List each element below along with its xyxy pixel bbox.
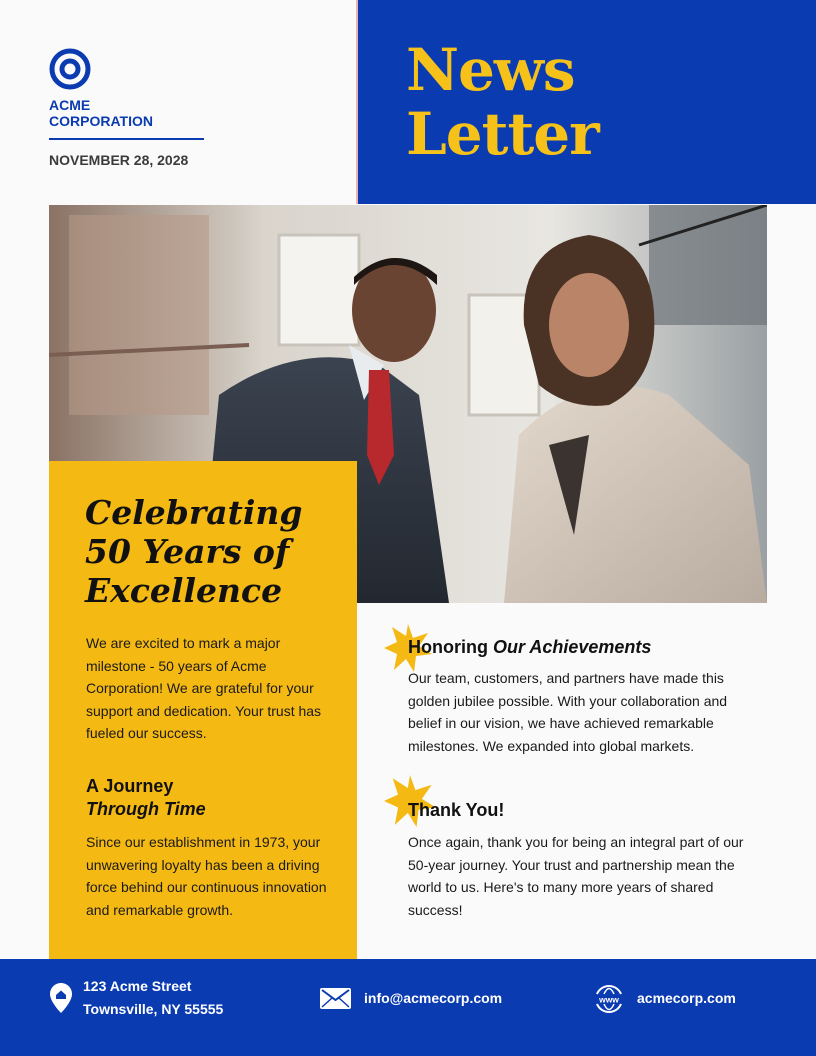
achievements-body: Our team, customers, and partners have made this golden jubilee possible. With your collaboration and belief in our vision, we have achieved remarkable milestones. We expanded into global markets.	[408, 670, 728, 754]
address[interactable]	[83, 975, 223, 1021]
email-link[interactable]: info@acmecorp.com	[364, 990, 503, 1006]
globe-icon-label: www	[599, 994, 619, 1005]
thanks-title: Thank You!	[408, 800, 505, 820]
company-name-line-2: CORPORATION	[49, 113, 153, 129]
footer	[0, 959, 816, 1056]
thanks-body: Once again, thank you for being an integral part of our 50-year journey. Your trust and partnership mean the world to us. Here's to many more years of shared success!	[408, 834, 744, 918]
journey-heading-line-1: A Journey	[86, 776, 174, 796]
feature-headline	[85, 493, 345, 610]
company-name-line-1: ACME	[49, 97, 91, 113]
company-name	[49, 97, 153, 129]
envelope-icon	[320, 988, 351, 1009]
company-divider	[49, 138, 204, 140]
address-line-2: Townsville, NY 55555	[83, 1001, 224, 1017]
masthead-title	[406, 38, 599, 166]
feature-headline-line-3: Excellence	[85, 571, 283, 610]
journey-heading	[86, 775, 206, 821]
achievements-title	[408, 636, 651, 658]
feature-intro: We are excited to mark a major milestone - 50 years of Acme Corporation! We are grateful for your support and dedication. Your trust has fueled our success.	[86, 635, 322, 741]
feature-headline-line-1: Celebrating	[85, 493, 303, 532]
achievements-title-italic: Our Achievements	[492, 637, 652, 657]
globe-icon	[593, 984, 625, 1014]
achievements-title-plain: Honoring	[408, 637, 493, 657]
masthead-line-2: Letter	[406, 100, 599, 168]
masthead-line-1: News	[406, 36, 575, 104]
location-pin-icon	[50, 983, 72, 1013]
feature-headline-line-2: 50 Years of	[85, 532, 290, 571]
website-link[interactable]: acmecorp.com	[637, 990, 736, 1006]
journey-body: Since our establishment in 1973, your unwavering loyalty has been a driving force behind our continuous innovation and remarkable growth.	[86, 834, 327, 918]
address-line-1: 123 Acme Street	[83, 978, 192, 994]
target-icon	[49, 48, 91, 90]
issue-date: NOVEMBER 28, 2028	[49, 152, 189, 168]
journey-heading-line-2: Through Time	[86, 799, 206, 819]
